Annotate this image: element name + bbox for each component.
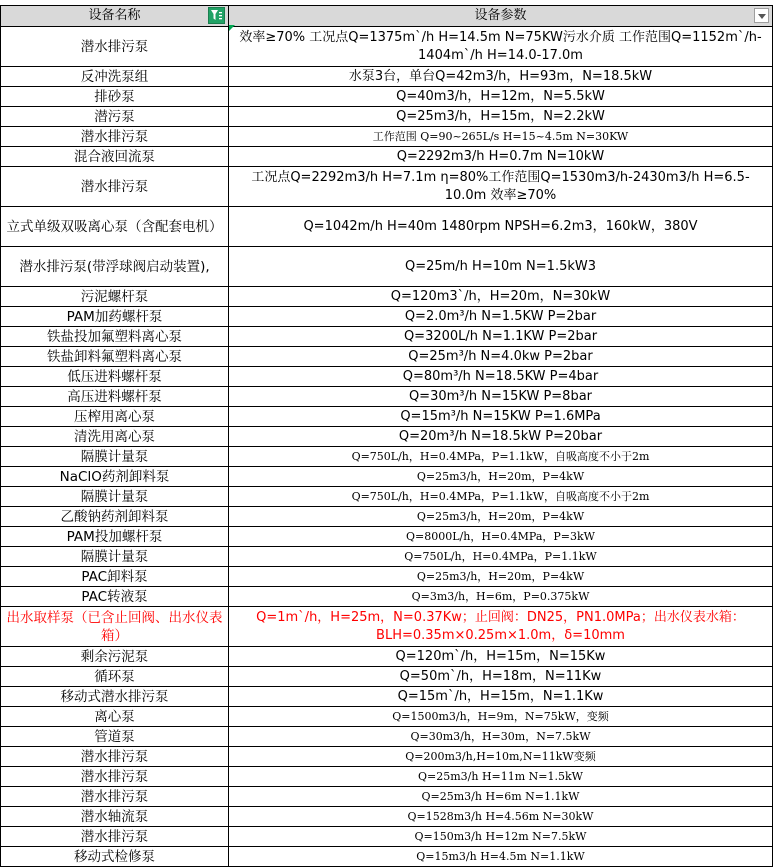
equipment-name-cell[interactable]: 潜水排污泵(带浮球阀启动装置), (1, 247, 229, 287)
equipment-name-cell[interactable]: 铁盐投加氟塑料离心泵 (1, 327, 229, 347)
table-row (1, 427, 773, 447)
table-row (1, 247, 773, 287)
equipment-name-cell[interactable]: 隔膜计量泵 (1, 447, 229, 467)
header-equipment-params[interactable] (229, 6, 773, 27)
equipment-name-cell[interactable]: 潜水排污泵 (1, 27, 229, 67)
equipment-name-cell[interactable]: 乙酸钠药剂卸料泵 (1, 507, 229, 527)
header-equipment-name-label: 设备名称 (88, 8, 141, 23)
equipment-name-cell[interactable]: 潜水排污泵 (1, 747, 229, 767)
header-row (1, 6, 773, 27)
equipment-name-cell[interactable]: PAC转液泵 (1, 587, 229, 607)
equipment-params-cell[interactable]: 工况点Q=2292m3/h H=7.1m η=80%工作范围Q=1530m3/h-2430m3/h H=6.5-10.0m 效率≥70% (229, 167, 773, 207)
equipment-name-cell[interactable]: 潜水排污泵 (1, 827, 229, 847)
table-row (1, 107, 773, 127)
table-row (1, 587, 773, 607)
table-row (1, 467, 773, 487)
table-row (1, 307, 773, 327)
equipment-params-cell[interactable]: Q=1528m3/h H=4.56m N=30kW (229, 807, 773, 827)
equipment-params-cell[interactable]: Q=150m3/h H=12m N=7.5kW (229, 827, 773, 847)
table-row (1, 67, 773, 87)
equipment-name-cell[interactable]: 管道泵 (1, 727, 229, 747)
table-row (1, 607, 773, 647)
table-row (1, 807, 773, 827)
table-row (1, 687, 773, 707)
equipment-name-cell[interactable]: PAM投加螺杆泵 (1, 527, 229, 547)
table-row (1, 507, 773, 527)
equipment-params-cell[interactable]: Q=25m3/h，H=20m，P=4kW (229, 567, 773, 587)
equipment-params-cell[interactable]: Q=25m3/h，H=20m，P=4kW (229, 467, 773, 487)
equipment-name-cell[interactable]: 潜水排污泵 (1, 767, 229, 787)
equipment-params-cell[interactable]: Q=25m3/h H=11m N=1.5kW (229, 767, 773, 787)
table-row (1, 707, 773, 727)
header-equipment-name[interactable] (1, 6, 229, 27)
equipment-name-cell[interactable]: 离心泵 (1, 707, 229, 727)
equipment-name-cell[interactable]: 潜水排污泵 (1, 787, 229, 807)
equipment-name-cell[interactable]: 出水取样泵（已含止回阀、出水仪表箱） (1, 607, 229, 647)
equipment-name-cell[interactable]: 移动式潜水排污泵 (1, 687, 229, 707)
equipment-name-cell[interactable]: 排砂泵 (1, 87, 229, 107)
table-row (1, 487, 773, 507)
equipment-params-cell[interactable]: Q=1042m/h H=40m 1480rpm NPSH=6.2m3，160kW，380V (229, 207, 773, 247)
equipment-params-cell[interactable]: Q=25m3/h，H=20m，P=4kW (229, 507, 773, 527)
equipment-params-cell[interactable]: Q=30m³/h N=15KW P=8bar (229, 387, 773, 407)
table-row (1, 747, 773, 767)
equipment-name-cell[interactable]: 潜污泵 (1, 107, 229, 127)
equipment-name-cell[interactable]: 立式单级双吸离心泵（含配套电机） (1, 207, 229, 247)
comment-indicator-icon (229, 25, 235, 31)
header-equipment-params-label: 设备参数 (474, 8, 527, 23)
table-row (1, 767, 773, 787)
equipment-params-cell[interactable]: Q=200m3/h,H=10m,N=11kW变频 (229, 747, 773, 767)
equipment-name-cell[interactable]: 潜水排污泵 (1, 127, 229, 147)
filter-active-icon[interactable] (208, 7, 225, 24)
table-row (1, 147, 773, 167)
table-row (1, 287, 773, 307)
equipment-name-cell[interactable]: NaClO药剂卸料泵 (1, 467, 229, 487)
equipment-name-cell[interactable]: 污泥螺杆泵 (1, 287, 229, 307)
equipment-params-cell[interactable]: Q=15m3/h H=4.5m N=1.1kW (229, 847, 773, 867)
equipment-params-cell[interactable]: Q=25m³/h N=4.0kw P=2bar (229, 347, 773, 367)
equipment-params-cell[interactable]: Q=750L/h，H=0.4MPa，P=1.1kW，自吸高度不小于2m (229, 487, 773, 507)
dropdown-arrow-icon[interactable] (754, 8, 769, 23)
equipment-params-cell[interactable]: Q=40m3/h，H=12m，N=5.5kW (229, 87, 773, 107)
equipment-params-cell[interactable]: 效率≥70% 工况点Q=1375m`/h H=14.5m N=75KW污水介质 工作范围Q=1152m`/h-1404m`/h H=14.0-17.0m (229, 27, 773, 67)
table-row (1, 387, 773, 407)
table-row (1, 407, 773, 427)
equipment-params-cell[interactable]: Q=3200L/h N=1.1KW P=2bar (229, 327, 773, 347)
equipment-name-cell[interactable]: 潜水轴流泵 (1, 807, 229, 827)
table-row (1, 347, 773, 367)
equipment-name-cell[interactable]: 压榨用离心泵 (1, 407, 229, 427)
equipment-params-cell[interactable]: Q=8000L/h，H=0.4MPa，P=3kW (229, 527, 773, 547)
equipment-params-cell[interactable]: Q=120m`/h，H=15m，N=15Kw (229, 647, 773, 667)
table-row (1, 727, 773, 747)
equipment-params-cell[interactable]: Q=120m3`/h，H=20m，N=30kW (229, 287, 773, 307)
equipment-params-cell[interactable]: 工作范围 Q=90~265L/s H=15~4.5m N=30KW (229, 127, 773, 147)
equipment-name-cell[interactable]: 清洗用离心泵 (1, 427, 229, 447)
equipment-params-cell[interactable]: Q=30m3/h，H=30m，N=7.5kW (229, 727, 773, 747)
table-row (1, 827, 773, 847)
equipment-name-cell[interactable]: 隔膜计量泵 (1, 487, 229, 507)
equipment-name-cell[interactable]: 铁盐卸料氟塑料离心泵 (1, 347, 229, 367)
equipment-params-cell[interactable]: Q=25m3/h，H=15m，N=2.2kW (229, 107, 773, 127)
equipment-params-cell[interactable]: 水泵3台，单台Q=42m3/h，H=93m，N=18.5kW (229, 67, 773, 87)
equipment-params-cell[interactable]: Q=2.0m³/h N=1.5KW P=2bar (229, 307, 773, 327)
table-row (1, 207, 773, 247)
table-row (1, 667, 773, 687)
equipment-name-cell[interactable]: PAC卸料泵 (1, 567, 229, 587)
equipment-name-cell[interactable]: 反冲洗泵组 (1, 67, 229, 87)
table-row (1, 787, 773, 807)
equipment-params-cell[interactable]: Q=750L/h，H=0.4MPa，P=1.1kW (229, 547, 773, 567)
equipment-name-cell[interactable]: 隔膜计量泵 (1, 547, 229, 567)
table-row (1, 327, 773, 347)
table-row (1, 567, 773, 587)
equipment-params-cell[interactable]: Q=750L/h，H=0.4MPa，P=1.1kW，自吸高度不小于2m (229, 447, 773, 467)
equipment-params-cell[interactable]: Q=80m³/h N=18.5KW P=4bar (229, 367, 773, 387)
table-row (1, 167, 773, 207)
table-row (1, 127, 773, 147)
equipment-params-cell[interactable]: Q=25m3/h H=6m N=1.1kW (229, 787, 773, 807)
equipment-params-cell[interactable]: Q=1m`/h，H=25m，N=0.37Kw；止回阀：DN25，PN1.0MPa；出水仪表水箱：BLH=0.35m×0.25m×1.0m，δ=10mm (229, 607, 773, 647)
equipment-params-cell[interactable]: Q=3m3/h，H=6m，P=0.375kW (229, 587, 773, 607)
equipment-name-cell[interactable]: PAM加药螺杆泵 (1, 307, 229, 327)
equipment-name-cell[interactable]: 循环泵 (1, 667, 229, 687)
equipment-table (0, 5, 773, 867)
equipment-params-cell[interactable]: Q=25m/h H=10m N=1.5kW3 (229, 247, 773, 287)
table-row (1, 367, 773, 387)
equipment-name-cell[interactable]: 低压进料螺杆泵 (1, 367, 229, 387)
equipment-name-cell[interactable]: 混合液回流泵 (1, 147, 229, 167)
equipment-name-cell[interactable]: 移动式检修泵 (1, 847, 229, 867)
equipment-params-cell[interactable]: Q=15m`/h，H=15m，N=1.1Kw (229, 687, 773, 707)
table-row (1, 447, 773, 467)
equipment-params-cell[interactable]: Q=50m`/h，H=18m，N=11Kw (229, 667, 773, 687)
table-row (1, 647, 773, 667)
table-row (1, 547, 773, 567)
table-row (1, 87, 773, 107)
equipment-name-cell[interactable]: 高压进料螺杆泵 (1, 387, 229, 407)
equipment-name-cell[interactable]: 潜水排污泵 (1, 167, 229, 207)
equipment-params-cell[interactable]: Q=1500m3/h，H=9m，N=75kW，变频 (229, 707, 773, 727)
table-row (1, 527, 773, 547)
equipment-name-cell[interactable]: 剩余污泥泵 (1, 647, 229, 667)
equipment-params-cell[interactable]: Q=15m³/h N=15KW P=1.6MPa (229, 407, 773, 427)
equipment-params-cell[interactable]: Q=2292m3/h H=0.7m N=10kW (229, 147, 773, 167)
equipment-params-cell[interactable]: Q=20m³/h N=18.5kW P=20bar (229, 427, 773, 447)
table-row (1, 27, 773, 67)
